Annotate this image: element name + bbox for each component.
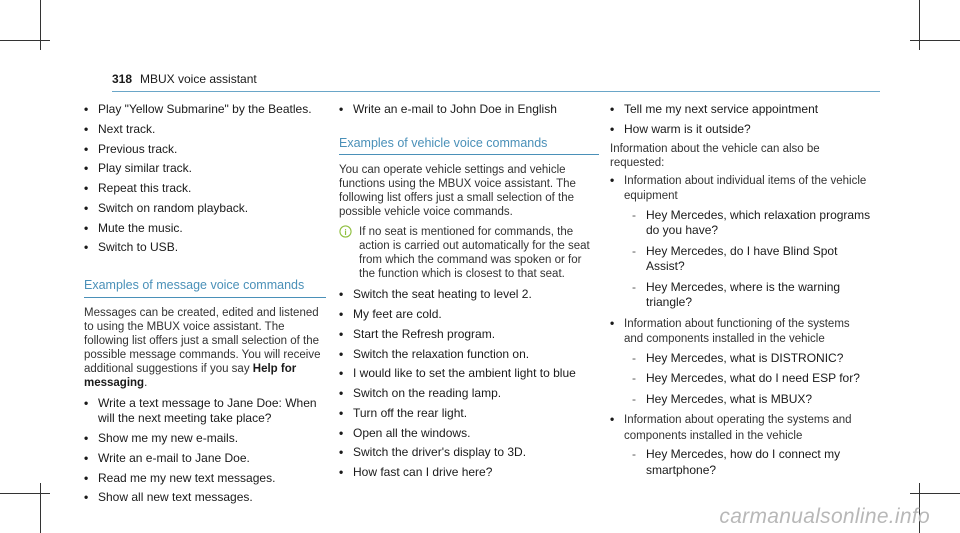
header-rule: [112, 91, 880, 92]
list-item: • Switch to USB.: [84, 240, 326, 256]
info-intro: Information about the vehicle can also be requested:: [610, 142, 820, 169]
list-item: • Switch on the reading lamp.: [339, 386, 599, 402]
crop-mark: [910, 40, 960, 41]
intro-end: .: [144, 376, 148, 389]
vehicle-command-list: [339, 287, 599, 481]
list-item: • Play similar track.: [84, 161, 326, 177]
section-heading-message: Examples of message voice commands: [84, 278, 326, 298]
list-item: • How fast can I drive here?: [339, 465, 599, 481]
list-item: • Write an e-mail to Jane Doe.: [84, 451, 326, 467]
watermark: carmanualsonline.info: [719, 505, 930, 528]
list-item: - Hey Mercedes, do I have Blind Spot Assist?: [624, 244, 872, 275]
list-item: • Mute the music.: [84, 221, 326, 237]
list-item: • Play "Yellow Submarine" by the Beatles.: [84, 102, 326, 118]
email-command-list: [339, 102, 599, 118]
column-3: [610, 102, 872, 483]
list-item: - Hey Mercedes, which relaxation programs do you have?: [624, 208, 872, 239]
list-item: • Switch on random playback.: [84, 201, 326, 217]
list-item: • Previous track.: [84, 142, 326, 158]
list-item: • Show all new text messages.: [84, 490, 326, 506]
list-item: • Turn off the rear light.: [339, 406, 599, 422]
list-item: • Switch the seat heating to level 2.: [339, 287, 599, 303]
section-heading-vehicle: Examples of vehicle voice commands: [339, 136, 599, 156]
info-group-text: Information about functioning of the systems and components installed in the vehicle: [624, 317, 850, 346]
crop-mark: [40, 0, 41, 50]
note-icon: [339, 225, 352, 238]
list-item: • How warm is it outside?: [610, 122, 872, 138]
info-sublist: [624, 351, 872, 407]
info-sublist: [624, 208, 872, 311]
list-item: • Switch the driver's display to 3D.: [339, 445, 599, 461]
column-2: [339, 102, 599, 485]
crop-mark: [910, 493, 960, 494]
list-item: • Open all the windows.: [339, 426, 599, 442]
list-item: - Hey Mercedes, how do I connect my smartphone?: [624, 447, 872, 478]
info-group: [610, 173, 872, 311]
vehicle-intro: You can operate vehicle settings and vehicle functions using the MBUX voice assistant. The following list offers just a small selection of the possible vehicle voice commands.: [339, 164, 576, 219]
list-item: • Switch the relaxation function on.: [339, 347, 599, 363]
list-item: - Hey Mercedes, what do I need ESP for?: [624, 371, 872, 387]
message-command-list: [84, 396, 326, 506]
svg-text:i: i: [344, 226, 347, 237]
crop-mark: [919, 0, 920, 50]
crop-mark: [40, 483, 41, 533]
crop-mark: [0, 40, 50, 41]
list-item: • Next track.: [84, 122, 326, 138]
page-header: [112, 72, 880, 90]
list-item: • I would like to set the ambient light to blue: [339, 366, 599, 382]
media-command-list: [84, 102, 326, 256]
note-text: If no seat is mentioned for commands, the action is carried out automatically for the seat from which the command was spoken or for the function which is closest to that seat.: [359, 226, 590, 281]
info-group-text: Information about individual items of the vehicle equipment: [624, 174, 867, 203]
info-group-text: Information about operating the systems and components installed in the vehicle: [624, 414, 852, 442]
list-item: - Hey Mercedes, what is MBUX?: [624, 392, 872, 408]
list-item: • Repeat this track.: [84, 181, 326, 197]
intro-text: Messages can be created, edited and listened to using the MBUX voice assistant. The following list offers just a small selection of the possible message commands. You will receive additional suggestions if you say: [84, 306, 321, 375]
page-number: 318: [112, 72, 133, 86]
header-section-title: MBUX voice assistant: [140, 72, 257, 86]
list-item: • Show me my new e-mails.: [84, 431, 326, 447]
list-item: • My feet are cold.: [339, 307, 599, 323]
note-block: [339, 225, 599, 281]
list-item: - Hey Mercedes, what is DISTRONIC?: [624, 351, 872, 367]
list-item: - Hey Mercedes, where is the warning triangle?: [624, 280, 872, 311]
list-item: • Write an e-mail to John Doe in English: [339, 102, 599, 118]
list-item: • Write a text message to Jane Doe: When will the next meeting take place?: [84, 396, 326, 427]
info-sublist: [624, 447, 872, 478]
service-command-list: [610, 102, 872, 137]
info-group: [610, 412, 872, 478]
list-item: • Start the Refresh program.: [339, 327, 599, 343]
list-item: • Read me my new text messages.: [84, 471, 326, 487]
column-1: [84, 102, 326, 510]
list-item: • Tell me my next service appointment: [610, 102, 872, 118]
crop-mark: [0, 493, 50, 494]
message-intro: [84, 306, 326, 390]
intro-bold-command: Help for messaging: [84, 362, 297, 389]
info-group: [610, 316, 872, 408]
info-group-list: [610, 173, 872, 479]
